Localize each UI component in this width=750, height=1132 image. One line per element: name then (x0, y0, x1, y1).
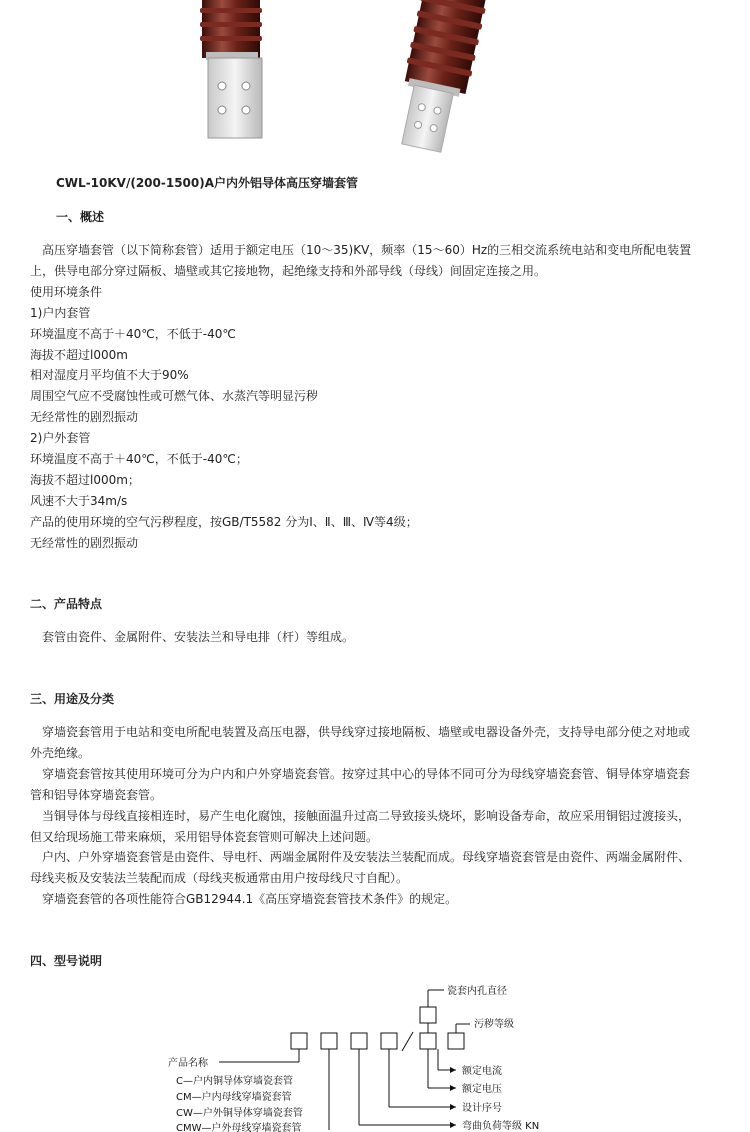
right-bushing (390, 0, 488, 155)
usage-line: 当铜导体与母线直接相连时，易产生电化腐蚀，接触面温升过高二导致接头烧坏，影响设备寿命，故应采用铜铝过渡接头， (30, 808, 691, 823)
product-photo (0, 0, 750, 160)
usage-line: 穿墙瓷套管的各项性能符合GB12944.1《高压穿墙瓷套管技术条件》的规定。 (30, 892, 458, 907)
section-features-title: 二、产品特点 (30, 597, 103, 611)
code-slash (402, 1032, 413, 1051)
label-pollution: 污秽等级 (474, 1019, 514, 1030)
label-design: 设计序号 (462, 1103, 502, 1114)
code-box-4 (381, 1033, 397, 1049)
overview-line: 无经常性的剧烈振动 (30, 535, 139, 550)
overview-line: 周围空气应不受腐蚀性或可燃气体、水蒸汽等明显污秽 (30, 389, 319, 404)
overview-line: 环境温度不高于＋40℃，不低于-40℃； (30, 452, 248, 466)
usage-line: 但又给现场施工带来麻烦，采用铝导体瓷套管则可解决上述问题。 (30, 829, 379, 844)
product-type-c: C—户内铜导体穿墙瓷套管 (176, 1076, 293, 1087)
overview-line: 使用环境条件 (30, 284, 103, 299)
section-overview-title: 一、概述 (56, 210, 105, 224)
usage-line: 外壳绝缘。 (30, 745, 91, 760)
code-box-2 (321, 1033, 337, 1049)
overview-line: 无经常性的剧烈振动 (30, 410, 139, 425)
overview-line: 相对湿度月平均值不大于90% (30, 368, 189, 383)
overview-line: 高压穿墙套管（以下简称套管）适用于额定电压（10～35)KV，频率（15～60）Hz的三相交流系统电站和变电所配电装置 (30, 243, 692, 257)
section-usage-title: 三、用途及分类 (30, 692, 115, 706)
product-type-cm: CM—户内母线穿墙瓷套管 (176, 1092, 292, 1103)
usage-line: 管和铝导体穿墙瓷套管。 (30, 787, 163, 802)
model-diagram (0, 975, 750, 1132)
section-model-title: 四、型号说明 (30, 954, 103, 968)
code-box-3 (351, 1033, 367, 1049)
usage-line: 母线夹板及安装法兰装配而成（母线夹板通常由用户按母线尺寸自配）。 (30, 871, 409, 886)
code-box-6 (448, 1033, 464, 1049)
overview-line: 1)户内套管 (30, 305, 91, 320)
overview-line: 产品的使用环境的空气污秽程度，按GB/T5582 分为Ⅰ、Ⅱ、Ⅲ、Ⅳ等4级； (30, 514, 418, 529)
product-caption: CWL-10KV/(200-1500)A户内外铝导体高压穿墙套管 (56, 176, 359, 190)
overview-line: 风速不大于34m/s (30, 493, 128, 508)
overview-line: 2)户外套管 (30, 431, 91, 446)
overview-line: 环境温度不高于＋40℃，不低于-40℃ (30, 326, 236, 341)
features-line: 套管由瓷件、金属附件、安装法兰和导电排（杆）等组成。 (30, 630, 355, 644)
code-box-1 (291, 1033, 307, 1049)
code-box-top (420, 1007, 436, 1023)
label-bore: 瓷套内孔直径 (447, 986, 507, 997)
product-type-cw: CW—户外铜导体穿墙瓷套管 (176, 1108, 303, 1119)
overview-line: 海拔不超过l000m； (30, 472, 140, 487)
label-product-name: 产品名称 (168, 1058, 208, 1069)
overview-line: 上，供导电部分穿过隔板、墙壁或其它接地物，起绝缘支持和外部导线（母线）间固定连接之用。 (30, 263, 547, 278)
usage-line: 户内、户外穿墙瓷套管是由瓷件、导电杆、两端金属附件及安装法兰装配而成。母线穿墙瓷套管是由瓷件、两端金属附件、 (30, 850, 691, 865)
usage-line: 穿墙瓷套管按其使用环境可分为户内和户外穿墙瓷套管。按穿过其中心的导体不同可分为母线穿墙瓷套管、铜导体穿墙瓷套 (30, 766, 691, 781)
overview-line: 海拔不超过l000m (30, 347, 128, 362)
label-current: 额定电流 (462, 1066, 502, 1077)
label-voltage: 额定电压 (462, 1084, 502, 1095)
left-bushing (200, 0, 262, 138)
usage-line: 穿墙瓷套管用于电站和变电所配电装置及高压电器，供导线穿过接地隔板、墙壁或电器设备外壳，支持导电部分使之对地或 (30, 725, 691, 739)
product-type-cmw: CMW—户外母线穿墙瓷套管 (176, 1123, 302, 1132)
code-box-5 (420, 1033, 436, 1049)
label-bending: 弯曲负荷等级 KN (462, 1121, 540, 1132)
